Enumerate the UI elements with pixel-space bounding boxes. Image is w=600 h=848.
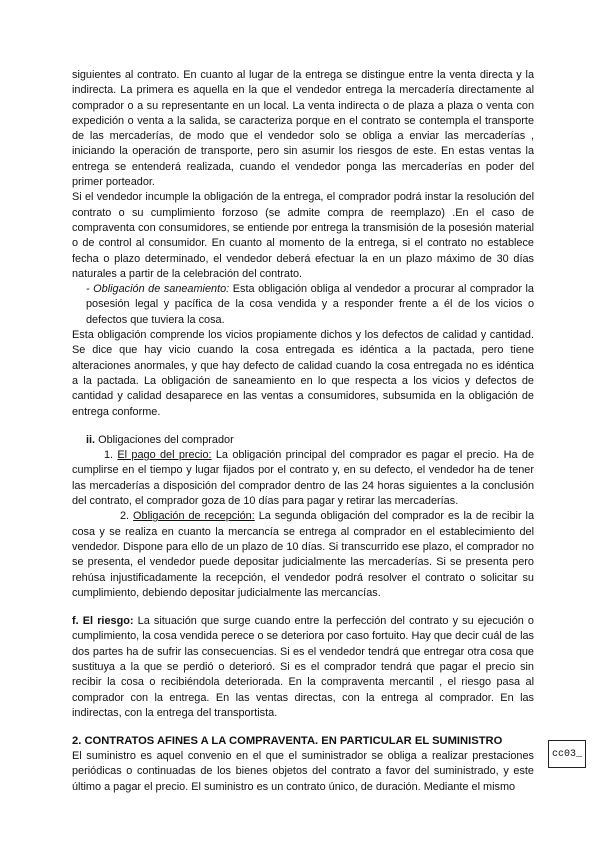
obligation-text: La segunda obligación del comprador es la de recibir la cosa y se realiza en cuanto la mercancía se entrega al comprador en el establecimiento del vendedor. Dispone para ello de un plazo de 10 días. Si transcurrido ese plazo, el comprador no se presenta, el vendedor puede depositar judicialmente las mercaderías. Si se presenta pero rehúsa injustificadamente la recepción, el vendedor podrá resolver el contrato o solicitar su cumplimiento, debiendo depositar judicialmente las mercancías. [72,510,535,599]
saneamiento-label: - Obligación de saneamiento: [86,283,230,296]
document-page [72,68,534,795]
risk-text: La situación que surge cuando entre la perfección del contrato y su ejecución o cumplimiento, la cosa vendida perece o se deteriora por caso fortuito. Hay que decir cuál de las dos partes ha de sufrir las consecuencias. Si es el vendedor tendrá que entregar otra cosa que sustituya a la que se perdió o deterioró. Si es el comprador tendrá que pagar el precio sin recibir la cosa o recibiéndola deteriorada. En la compraventa mercantil , el riesgo pasa al comprador con la entrega. En las ventas directas, con la entrega al comprador. En las indirectas, con la entrega del transportista. [72,615,534,719]
obligation-reception [72,509,534,601]
obligation-number: 1. [104,449,118,462]
paragraph-delivery-breach: Si el vendedor incumple la obligación de la entrega, el comprador podrá instar la resolución del contrato o su cumplimiento forzoso (se admite compra de reemplazo) .En el caso de compraventa con consumidores, se entiende por entrega la transmisión de la posesión material o de control al consumidor. En cuanto al momento de la entrega, si el contrato no establece fecha o plazo determinado, el vendedor deberá efectuar la en un plazo máximo de 30 días naturales a partir de la celebración del contrato. [72,191,534,280]
saneamiento-text: Esta obligación obliga al vendedor a procurar al comprador la posesión legal y pacífica de la cosa vendida y a responder frente a él de los vicios o defectos que tuviera la cosa. [86,283,534,326]
page-stamp: cc03_ [548,740,586,768]
section-buyer-obligations [72,433,534,448]
paragraph-vicios: Esta obligación comprende los vicios propiamente dichos y los defectos de calidad y cantidad. Se dice que hay vicio cuando la cosa entregada es idéntica a la pactada, pero tiene alteraciones anormales, y que hay defecto de calidad cuando la cosa entregada no es idéntica a la pactada. La obligación de saneamiento en lo que respecta a los vicios y defectos de cantidad y calidad desaparece en las ventas a consumidores, subsumida en la obligación de entrega conforme. [72,329,534,418]
paragraph-delivery-place: siguientes al contrato. En cuanto al lugar de la entrega se distingue entre la venta directa y la indirecta. La primera es aquella en la que el vendedor entrega la mercadería directamente al comprador o a su representante en un local. La venta indirecta o de plaza a plaza o venta con expedición o venta a la salida, se caracteriza porque en el contrato se contempla el transporte de las mercaderías, de modo que el vendedor solo se obliga a enviar las mercaderías , iniciando la operación de transporte, pero sin asumir los riesgos de este. En estas ventas la entrega se entenderá realizada, cuando el vendedor ponga las mercaderías en poder del primer porteador. [72,69,534,189]
obligation-text: La obligación principal del comprador es pagar el precio. Ha de cumplirse en el tiempo y lugar fijados por el contrato y, en su defecto, el vendedor ha de tener las mercaderías a disposición del comprador dentro de las 24 horas siguientes a la conclusión del contrato, el comprador goza de 10 días para pagar y retirar las mercaderías. [72,449,535,508]
paragraph-risk [72,614,534,721]
paragraph-suministro: El suministro es aquel convenio en el que el suministrador se obliga a realizar prestaciones periódicas o continuadas de los bienes objetos del contrato a favor del suministrado, y este último a pagar el precio. El suministro es un contrato único, de duración. Mediante el mismo [72,750,534,793]
section-title: Obligaciones del comprador [95,433,234,446]
obligation-number: 2. [120,510,134,523]
section-heading: 2. CONTRATOS AFINES A LA COMPRAVENTA. EN PARTICULAR EL SUMINISTRO [72,735,503,748]
section-number: ii. [86,433,96,446]
obligation-payment [72,448,534,509]
paragraph-saneamiento [72,282,534,328]
obligation-label: Obligación de recepción: [133,510,255,523]
obligation-label: El pago del precio: [117,449,212,462]
risk-label: f. El riesgo: [72,615,134,628]
